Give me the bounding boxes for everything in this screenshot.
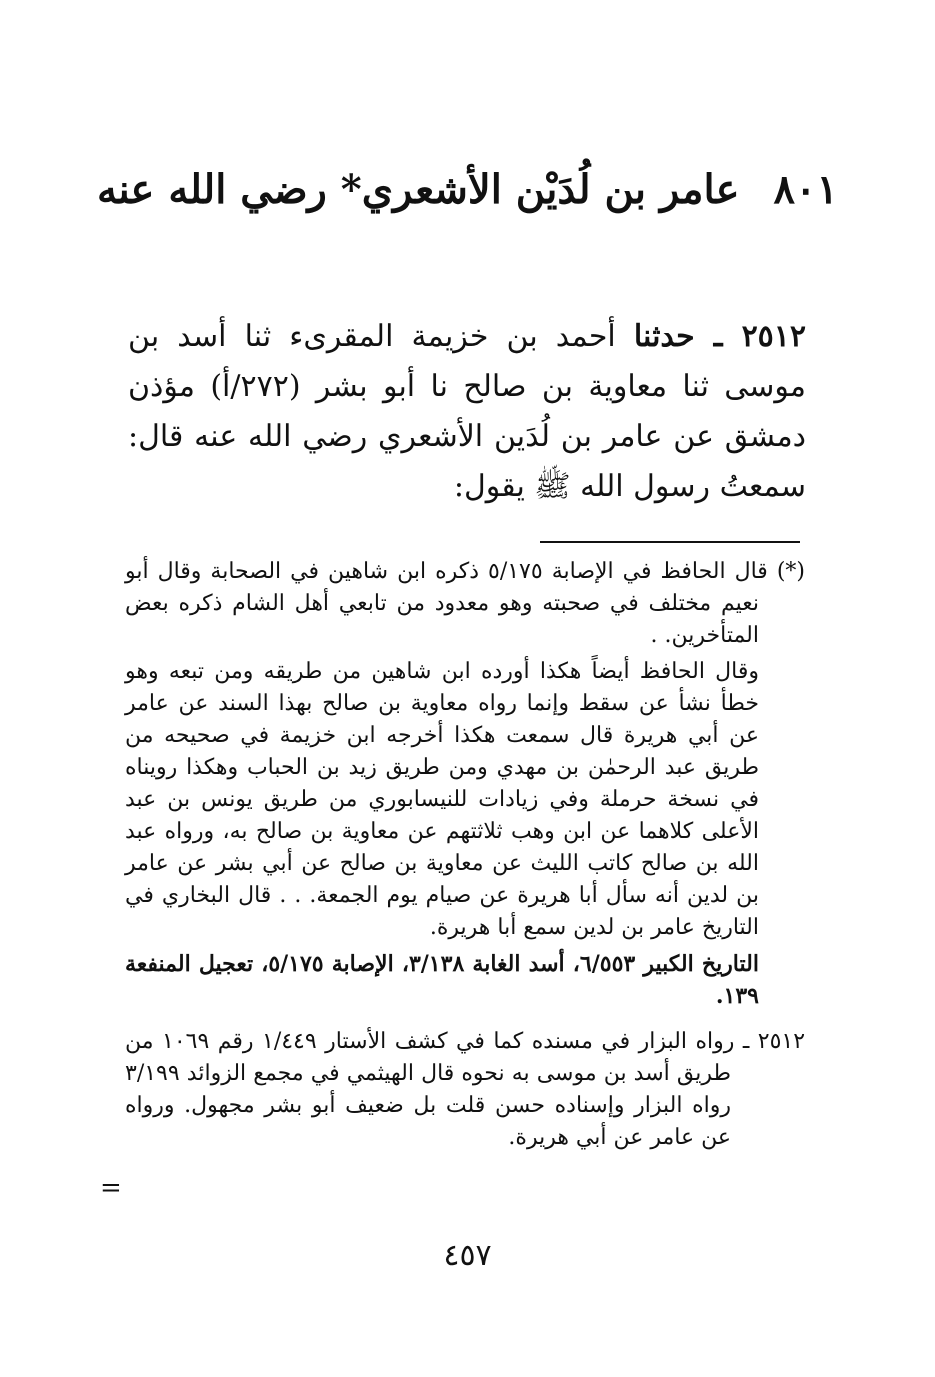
footnote-star: (*) قال الحافظ في الإصابة ٥/١٧٥ ذكره ابن شاهين في الصحابة وقال أبو نعيم مختلف في صحبته وهو معدود من تابعي أهل الشام ذكره بعض المتأخرين. . [125,559,805,648]
page-number: ٤٥٧ [443,1238,492,1273]
hadith-text [128,312,806,512]
chapter-title-text: عامر بن لُدَيْن الأشعري* رضي الله عنه [97,166,740,213]
hadith-lead: ٢٥١٢ ـ حدثنا [633,319,807,354]
chapter-heading [0,160,935,220]
footnote-separator [540,541,800,543]
footnote-references: التاريخ الكبير ٦/٥٥٣، أسد الغابة ٣/١٣٨، الإصابة ٥/١٧٥، تعجيل المنفعة ١٣٩. [125,951,759,1009]
chapter-number: ٨٠١ [773,166,838,213]
footnotes [125,556,805,1154]
footnote-hafiz: وقال الحافظ أيضاً هكذا أورده ابن شاهين من طريقه ومن تبعه وهو خطأ نشأ عن سقط وإنما رواه معاوية بن صالح بهذا السند عن عامر عن أبي هريرة قال سمعت هكذا أخرجه ابن خزيمة في صحيحه من طريق عبد الرحمٰن بن مهدي ومن طريق زيد بن الحباب وهكذا رويناه في نسخة حرملة وفي زيادات للنيسابوري من طريق يونس بن عبد الأعلى كلاهما عن ابن وهب ثلاثتهم عن معاوية بن صالح به، ورواه عبد الله بن صالح كاتب الليث عن معاوية بن صالح عن أبي بشر عن عامر بن لدين أنه سأل أبا هريرة عن صيام يوم الجمعة. . . قال البخاري في التاريخ عامر بن لدين سمع أبا هريرة. [125,659,759,940]
continuation-mark: = [100,1173,122,1203]
footnote-hadith-2512: ٢٥١٢ ـ رواه البزار في مسنده كما في كشف الأستار ١/٤٤٩ رقم ١٠٦٩ من طريق أسد بن موسى به نحوه قال الهيثمي في مجمع الزوائد ٣/١٩٩ رواه البزار وإسناده حسن قلت بل ضعيف أبو بشر مجهول. ورواه عن عامر عن أبي هريرة. [125,1029,806,1150]
hadith-body: أحمد بن خزيمة المقرىء ثنا أسد بن موسى ثنا معاوية بن صالح نا أبو بشر (٢٧٢/أ) مؤذن دمشق عن عامر بن لُدَين الأشعري رضي الله عنه قال: سمعتُ رسول الله ﷺ يقول: [128,319,807,504]
